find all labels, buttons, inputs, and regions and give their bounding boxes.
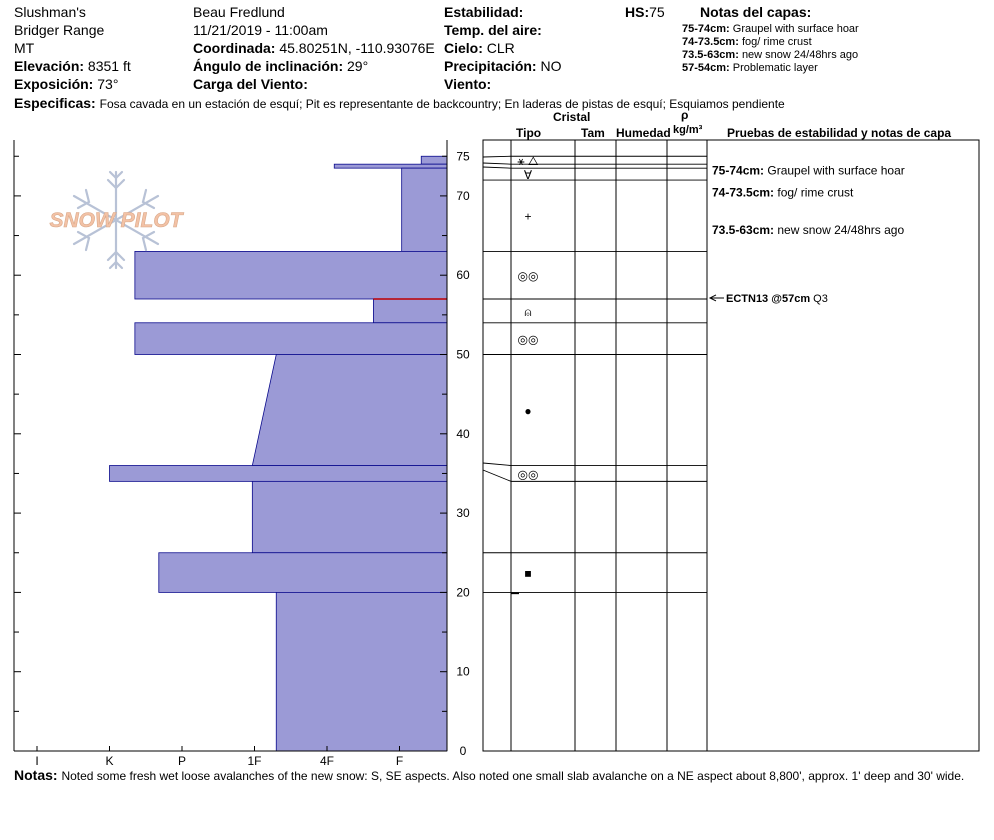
crystal-symbol: ■	[524, 566, 532, 581]
hardness-bar	[421, 156, 447, 164]
air-temp-label: Temp. del aire:	[444, 22, 542, 38]
right-layer-note	[712, 223, 904, 237]
hardness-tick-label: 1F	[247, 754, 262, 768]
header-rho: ρ	[681, 108, 689, 122]
right-note-text: Graupel with surface hoar	[767, 163, 905, 178]
header-humedad: Humedad	[616, 126, 671, 140]
wind-loading-label: Carga del Viento:	[193, 76, 308, 92]
hardness-bar	[402, 168, 447, 251]
layer-notes-title: Notas del capas:	[700, 4, 812, 20]
layer-note-range: 74-73.5cm:	[682, 36, 742, 48]
right-layer-note	[712, 164, 905, 178]
coordinate-value: 45.80251N, -110.93076E	[279, 40, 435, 56]
notes-label: Notas:	[14, 767, 58, 783]
wind-label: Viento:	[444, 76, 492, 92]
aspect-label: Exposición:	[14, 76, 94, 92]
logo-text: SNOW PILOT	[49, 209, 183, 232]
crystal-symbol: ⍝	[524, 304, 532, 319]
coordinate-label: Coordinada:	[193, 40, 276, 56]
location-name: Slushman's	[14, 4, 86, 20]
slope-label: Ángulo de inclinación:	[193, 58, 344, 74]
stability-label: Estabilidad:	[444, 4, 524, 20]
crystal-symbol: ●	[524, 404, 532, 419]
y-tick-label: 40	[456, 426, 470, 441]
notes-value: Noted some fresh wet loose avalanches of the new snow: S, SE aspects. Also noted one small slab avalanche on a NE aspect about 8,800', approx. 1' deep and 30' wide.	[61, 769, 965, 783]
aspect-value: 73°	[97, 76, 119, 92]
header-tipo: Tipo	[516, 126, 542, 140]
y-tick-label: 50	[456, 347, 470, 362]
crystal-symbol: ◎◎	[517, 269, 539, 284]
hardness-bar	[276, 592, 447, 751]
header-tam: Tam	[581, 126, 605, 140]
header-tests: Pruebas de estabilidad y notas de capa	[727, 126, 952, 140]
specifics-label: Especificas:	[14, 95, 96, 111]
hardness-tick-label: K	[105, 754, 114, 768]
sky-value: CLR	[486, 40, 515, 56]
layer-note-range: 73.5-63cm:	[682, 49, 742, 61]
precip-label: Precipitación:	[444, 58, 537, 74]
hs-label: HS:	[625, 4, 650, 20]
hardness-bar	[334, 164, 447, 168]
crystal-symbol: ◎◎	[517, 332, 539, 347]
layer-note-text: new snow 24/48hrs ago	[741, 49, 859, 61]
hardness-bar	[252, 355, 447, 466]
layer-note-range: 57-54cm:	[682, 62, 733, 74]
crystal-connector	[483, 163, 511, 164]
y-tick-label: 0	[459, 744, 467, 758]
snowpilot-logo	[38, 168, 194, 272]
hs-value: 75	[649, 4, 665, 20]
observer-name: Beau Fredlund	[193, 4, 285, 20]
precip-value: NO	[540, 58, 562, 74]
header-cristal: Cristal	[553, 110, 591, 124]
stability-test-quality: Q3	[813, 292, 828, 305]
crystal-connector	[483, 167, 511, 168]
right-layer-note	[712, 186, 854, 200]
slope-value: 29°	[347, 58, 369, 74]
header-rho-unit: kg/m³	[673, 124, 703, 136]
right-note-text: fog/ rime crust	[777, 185, 854, 200]
layer-note-text: fog/ rime crust	[741, 36, 812, 48]
elevation-value: 8351 ft	[87, 58, 131, 74]
crystal-symbol: +	[524, 209, 532, 224]
crystal-symbol: ⚹ △	[517, 154, 539, 169]
hardness-tick-label: 4F	[319, 754, 335, 768]
hardness-tick-label: P	[177, 754, 187, 768]
right-note-range: 74-73.5cm:	[712, 185, 778, 200]
hardness-tick-label: F	[395, 754, 404, 768]
layer-note-range: 75-74cm:	[682, 23, 733, 35]
right-note-text: new snow 24/48hrs ago	[777, 222, 905, 237]
sky-label: Cielo:	[444, 40, 483, 56]
specifics-value: Fosa cavada en un estación de esquí; Pit es representante de backcountry; En laderas de pistas de esquí; Esquiamos pendiente	[99, 97, 785, 111]
stability-test-name: ECTN13 @57cm	[726, 292, 814, 305]
hardness-bar	[135, 323, 447, 355]
elevation-label: Elevación:	[14, 58, 85, 74]
crystal-connector	[483, 463, 511, 466]
y-tick-label: 75	[456, 149, 470, 164]
crystal-symbol: ∀	[523, 168, 533, 183]
right-note-range: 75-74cm:	[712, 163, 768, 178]
y-tick-label: 10	[456, 664, 470, 679]
crystal-symbol: ◎◎	[517, 467, 539, 482]
hardness-bar	[252, 481, 447, 552]
hardness-bar	[373, 299, 447, 323]
y-tick-label: 20	[456, 585, 470, 600]
hardness-tick-label: I	[35, 754, 39, 768]
y-tick-label: 70	[456, 188, 470, 203]
notes-group	[710, 164, 905, 305]
stability-test-label	[726, 293, 828, 305]
layer-note-text: Graupel with surface hoar	[732, 23, 859, 35]
crystal-connector	[483, 156, 511, 157]
state-name: MT	[14, 40, 35, 56]
y-tick-label: 30	[456, 506, 470, 521]
observation-datetime: 11/21/2019 - 11:00am	[193, 22, 328, 38]
range-name: Bridger Range	[14, 22, 105, 38]
y-tick-label: 60	[456, 268, 470, 283]
hardness-bar	[159, 553, 447, 593]
right-note-range: 73.5-63cm:	[712, 222, 778, 237]
layer-note-text: Problematic layer	[732, 62, 818, 74]
hardness-bar	[110, 466, 448, 482]
crystal-connector	[483, 470, 511, 481]
